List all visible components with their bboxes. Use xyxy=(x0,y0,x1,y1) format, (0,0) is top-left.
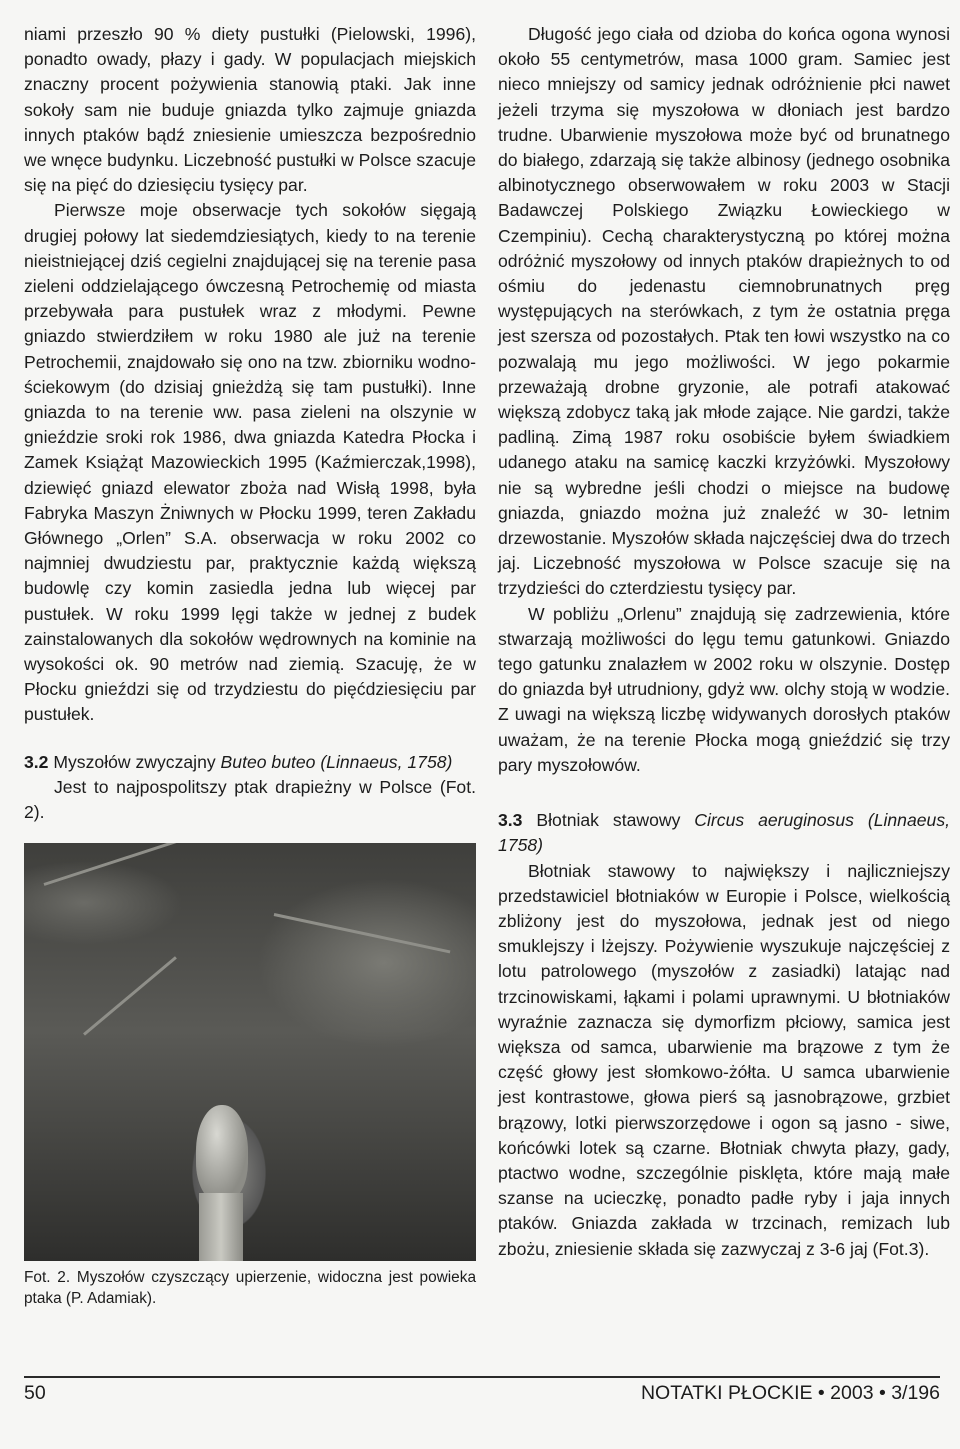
photo-caption: Fot. 2. Myszołów czyszczący upierzenie, widoczna jest powieka ptaka (P. Adamiak). xyxy=(24,1269,476,1308)
left-column xyxy=(24,22,476,1309)
section-latin-name: Circus aeruginosus (Linnaeus, 1758) xyxy=(498,810,950,856)
photo-branch xyxy=(83,957,177,1036)
section-heading xyxy=(24,750,476,775)
paragraph: Jest to najpospolitszy ptak drapieżny w Polsce (Fot. 2). xyxy=(24,776,476,823)
paragraph: Długość jego ciała od dzioba do końca ogona wynosi około 55 centymetrów, masa 1000 gram. Samiec jest nieco mniejszy od samicy jednak odróżnienie płci nawet jeżeli trzyma się myszołowa w dłoniach jest bardzo trudne. Ubarwienie myszołowa może być od brunatnego do białego, zdarzają się także albinosy (jednego osobnika albinotycznego obserwowałem w roku 2003 w Stacji Badawczej Polskiego Związku Łowieckiego w Czempiniu). Cechą charakterystyczną po której można odróżnić myszołowy od innych ptaków drapieżnych to od ośmiu do jedenastu ciemnobrunatnych pręg występujących na sterówkach, z tym że ostatnia pręga jest szersza od pozostałych. Ptak ten łowi wszystko na co pozwalają mu jego możliwości. W jego pokarmie przeważają drobne gryzonie, ale potrafi atakować większą zdobycz taką jak młode zające. Nie gardzi, także padliną. Zimą 1987 roku osobiście byłem świadkiem udanego ataku na samicę kaczki krzyżówki. Myszołowy nie są wybredne jeśli chodzi o miejsce na budowę gniazda, gniazdo można już znaleźć w 30- letnim drzewostanie. Myszołów składa najczęściej dwa do trzech jaj. Liczebność myszołowa w Polsce szacuje się na trzydzieści do czterdziestu tysięcy par. xyxy=(498,24,950,599)
photo-post xyxy=(199,1193,243,1261)
photo-branch xyxy=(44,843,197,886)
section-title: Błotniak stawowy xyxy=(536,810,681,831)
page-number: 50 xyxy=(24,1382,46,1404)
section-latin-name: Buteo buteo (Linnaeus, 1758) xyxy=(220,751,453,772)
buzzard-photo xyxy=(24,843,476,1261)
buzzard-figure xyxy=(196,1105,248,1201)
section-number: 3.2 xyxy=(24,751,49,772)
right-column xyxy=(498,22,950,1262)
paragraph: Pierwsze moje obserwacje tych sokołów sięgają drugiej połowy lat siedemdziesiątych, kiedy to na terenie nieistniejącej dziś cegielni znajdującej się na terenie pasa zieleni oddzielającego ówczesną Petrochemię od miasta przebywała para pustułek wraz z młodymi. Pewne gniazdo stwierdziłem w roku 1980 ale już na terenie Petrochemii, znajdowało się ono na tzw. zbiorniku wodno-ściekowym (do dzisiaj gnieżdżą się tam pustułki). Inne gniazda to na terenie ww. pasa zieleni na olszynie w gnieździe sroki rok 1986, dwa gniazda Katedra Płocka i Zamek Książąt Mazowieckich 1995 (Kaźmierczak,1998), dziewięć gniazd elewator zboża nad Wisłą 1998, była Fabryka Maszyn Żniwnych w Płocku 1999, teren Zakładu Głównego „Orlen” S.A. obserwacja w roku 2002 co najmniej dwudziestu par, praktycznie każdą większą budowlę czy komin zasiedla jedna lub więcej par pustułek. W roku 1999 lęgi także w jednej z budek zainstalowanych dla sokołów wędrownych na kominie na wysokości ok. 90 metrów nad ziemią. Szacuję, że w Płocku gnieździ się od trzydziestu do pięćdziesięciu par pustułek. xyxy=(24,200,476,725)
paragraph: niami przeszło 90 % diety pustułki (Pielowski, 1996), ponadto owady, płazy i gady. W populacjach miejskich znaczny procent pożywienia stanowią ptaki. Jak inne sokoły sam nie buduje gniazda tylko zajmuje gniazda innych ptaków bądź zniesienie umieszcza bezpośrednio we wnęce budynku. Liczebność pustułki w Polsce szacuje się na pięć do dziesięciu tysięcy par. xyxy=(24,24,476,196)
photo-branch xyxy=(274,913,451,953)
paragraph: Błotniak stawowy to największy i najliczniejszy przedstawiciel błotniaków w Europie i Polsce, wielkością zbliżony jest do myszołowa, jednak jest od niego smuklejszy i lżejszy. Pożywienie wyszukuje najczęściej z lotu patrolowego (myszołów z zasiadki) latając nad trzcinowiskami, łąkami i polami uprawnymi. U błotniaków wyraźnie zaznacza się dymorfizm płciowy, samica jest większa od samca, ubarwienie ma brązowe z tym że część głowy jest słomkowo-żółta. U samca ubarwienie jest kontrastowe, głowa pierś są jasnobrązowe, grzbiet brązowy, lotki pierwszorzędowe i ogon są jasno - siwe, końcówki lotek są czarne. Błotniak chwyta płazy, gady, ptactwo wodne, szczególnie pisklęta, które mają małe szanse na ucieczkę, ponadto padłe ryby i jaja innych ptaków. Gniazda zakłada w trzcinach, remizach lub zbożu, zniesienie składa się zazwyczaj z 3-6 jaj (Fot.3). xyxy=(498,860,950,1259)
paragraph: W pobliżu „Orlenu” znajdują się zadrzewienia, które stwarzają możliwości do lęgu temu gatunkowi. Gniazdo tego gatunku znalazłem w 2002 roku w olszynie. Dostęp do gniazda był utrudniony, gdyż ww. olchy stoją w wodzie. Z uwagi na większą liczbę widywanych dorosłych ptaków uważam, że na terenie Płocka mogą gnieździć się trzy pary myszołowów. xyxy=(498,603,950,775)
publication-info: NOTATKI PŁOCKIE • 2003 • 3/196 xyxy=(640,1382,940,1404)
section-title: Myszołów zwyczajny xyxy=(53,751,216,772)
page-footer xyxy=(24,1376,940,1405)
section-number: 3.3 xyxy=(498,810,523,831)
section-heading xyxy=(498,808,950,858)
